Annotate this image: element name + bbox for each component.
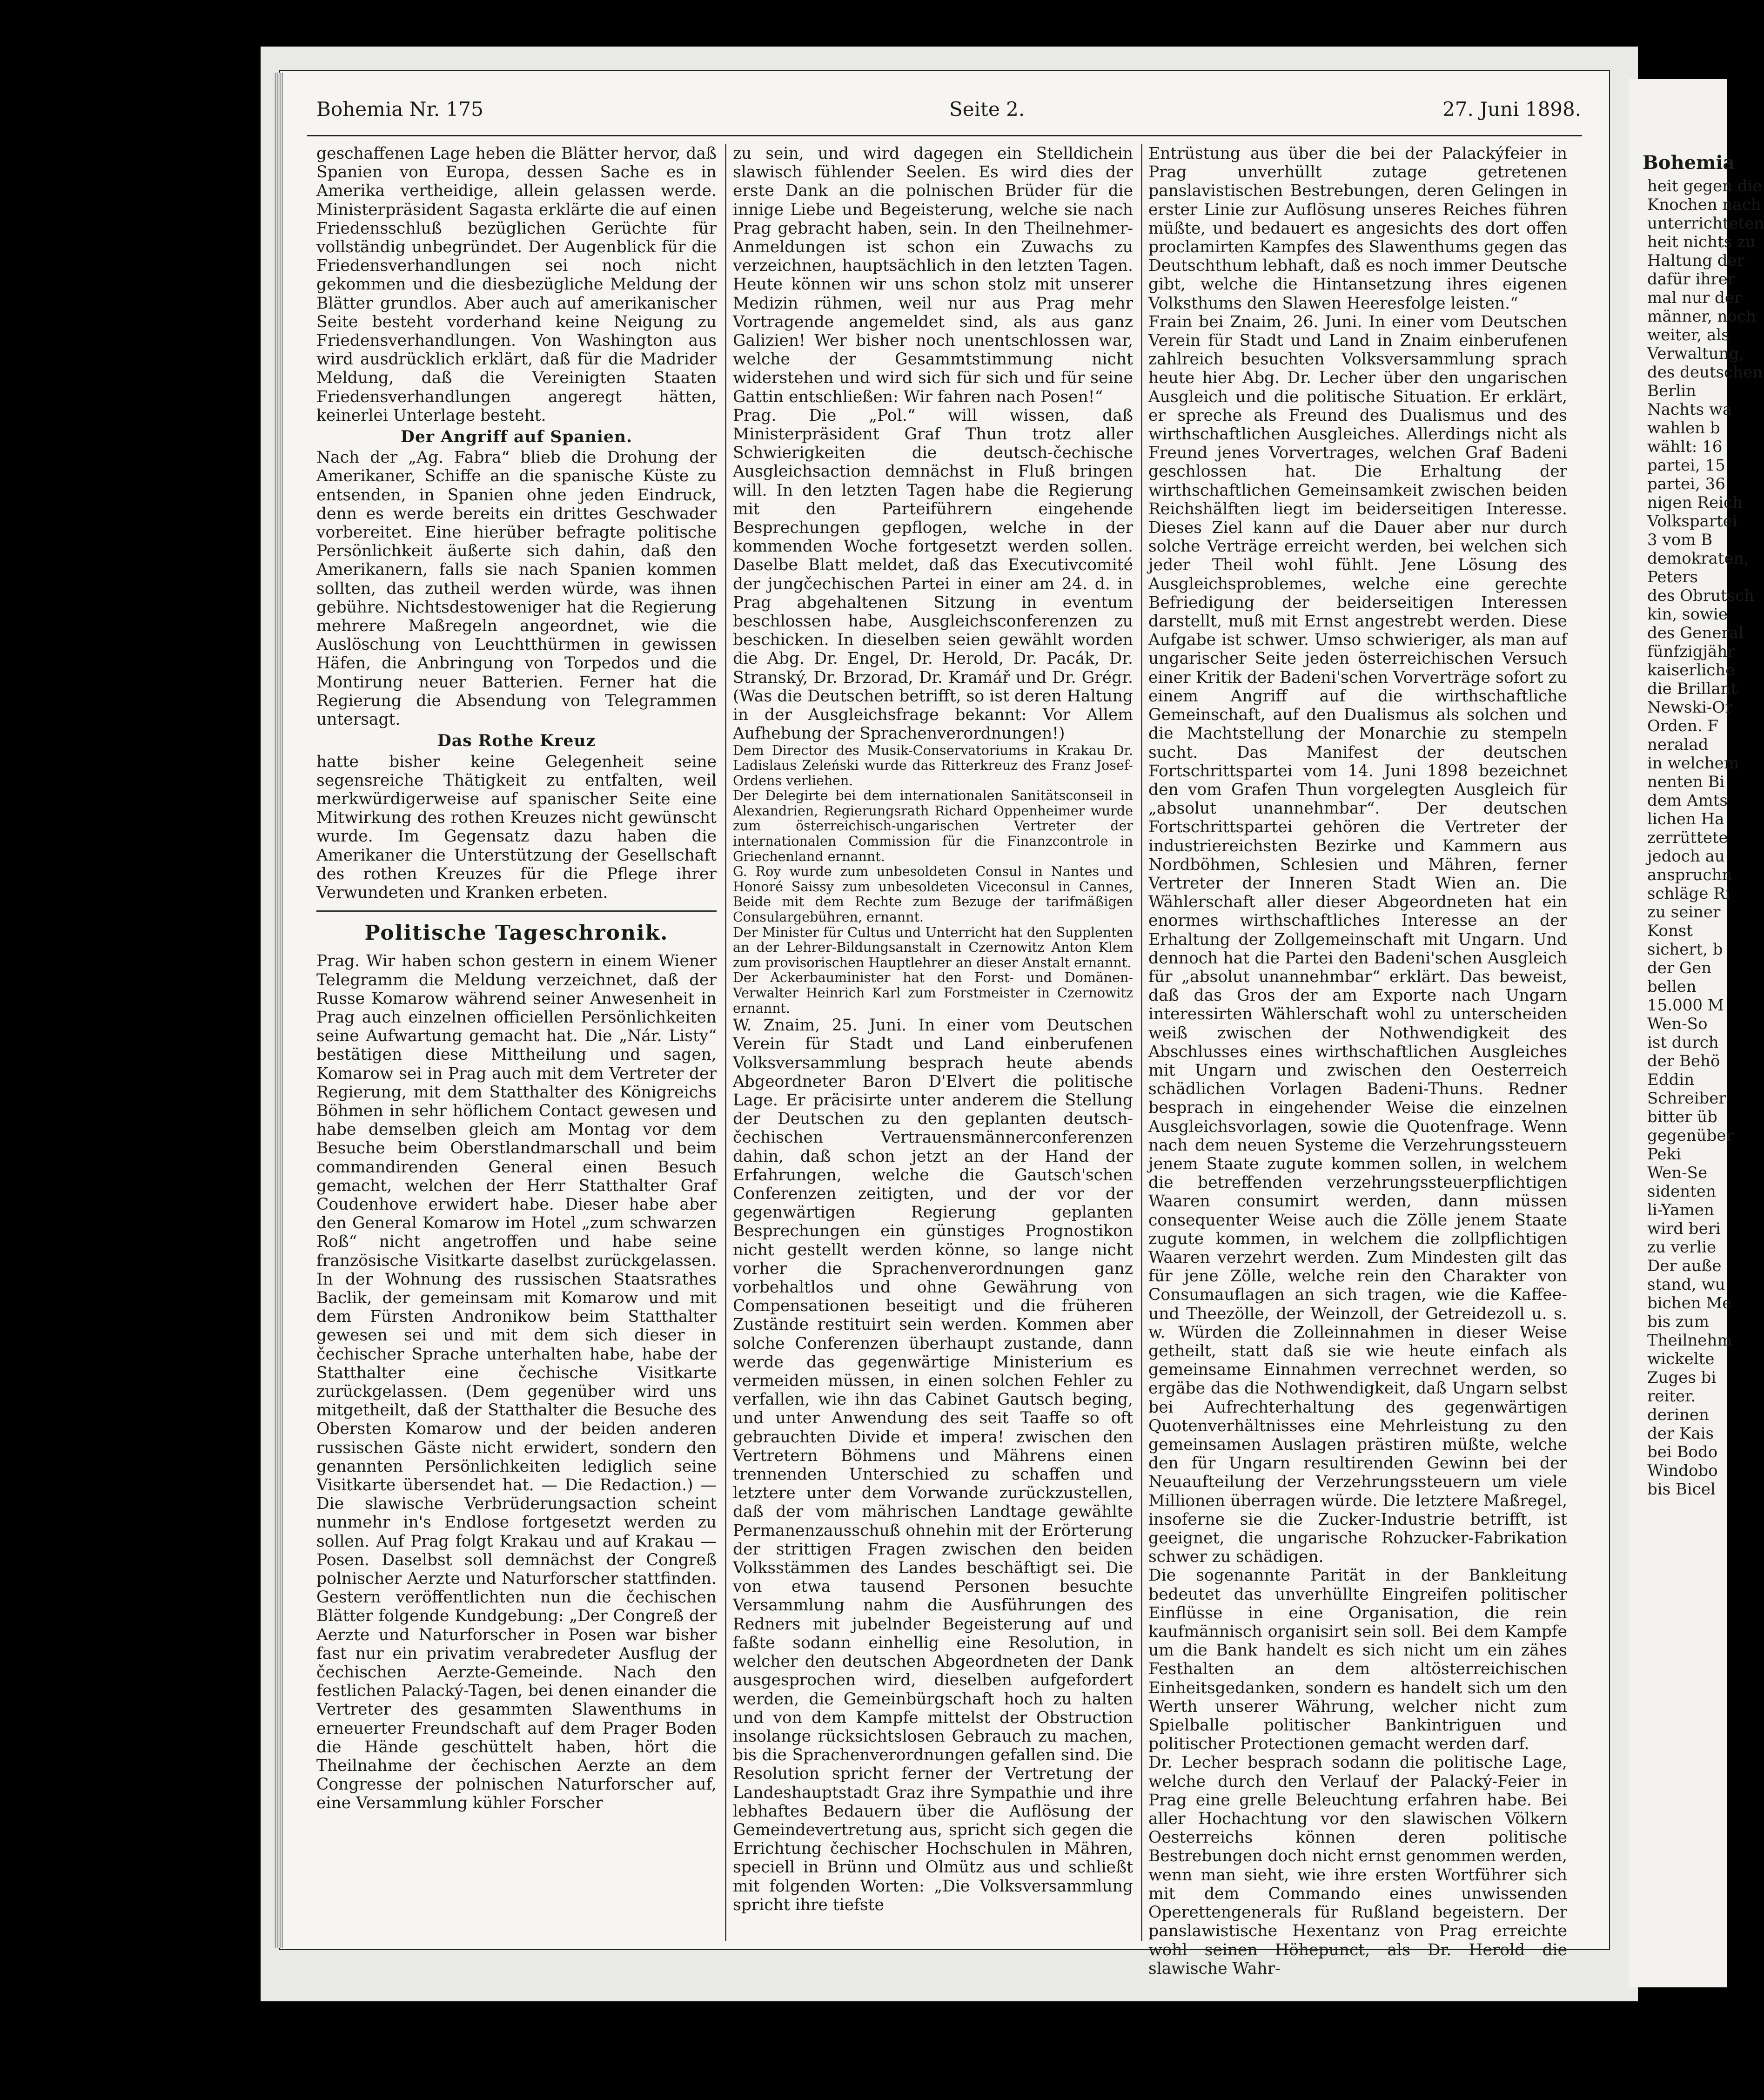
adjacent-page-line: Nachts wa [1647,400,1732,419]
adjacent-page-line: Der auße [1647,1257,1722,1275]
adjacent-page-line: Haltung der [1647,251,1744,270]
newspaper-title: Bohemia Nr. 175 [316,98,483,121]
notice-paragraph: Der Ackerbauminister hat den Forst- und Domänen-Verwalter Heinrich Karl zum Forstmeister in Czernowitz ernannt. [733,970,1133,1016]
article-paragraph: geschaffenen Lage heben die Blätter hervor, daß Spanien von Europa, dessen Sache es in Amerika vertheidige, allein gelassen werde. Ministerpräsident Sagasta erklärte die auf einen Friedensschluß bezüglichen Gerüchte für vollständig unbegründet. Der Augenblick für die Friedensverhandlungen sei noch nicht gekommen und die diesbezügliche Meldung der Blätter grundlos. Aber auch auf amerikanischer Seite besteht vorderhand keine Neigung zu Friedensverhandlungen. Von Washington aus wird ausdrücklich erklärt, daß für die Madrider Meldung, daß die Vereinigten Staaten Friedensverhandlungen angeregt hätten, keinerlei Unterlage besteht. [316,144,717,425]
adjacent-page-line: bichen Me [1647,1294,1732,1312]
page-number: Seite 2. [949,98,1025,121]
adjacent-page-line: sichert, b [1647,940,1723,959]
adjacent-page-line: bellen [1647,977,1697,996]
adjacent-page-line: neralad [1647,735,1709,754]
adjacent-page-line: der Behö [1647,1052,1720,1070]
adjacent-page-text [1629,177,1764,1499]
adjacent-page-line: Berlin [1647,382,1697,400]
adjacent-page-line: Knochen nach [1647,195,1761,214]
column-1 [316,144,717,1941]
adjacent-page-line: zu seiner [1647,903,1721,922]
adjacent-page-line: Newski-Or [1647,698,1733,717]
adjacent-page-line: Orden. F [1647,717,1719,735]
adjacent-page-line: anspruchn [1647,866,1732,884]
adjacent-page-line: männer, noch [1647,307,1756,326]
adjacent-page-line: zerrüttete [1647,828,1728,847]
adjacent-page-line: weiter, als [1647,326,1730,344]
adjacent-page-line: nenten Bi [1647,773,1725,791]
adjacent-page-line: Schreiber [1647,1089,1726,1108]
adjacent-page-line: dafür ihrer [1647,270,1735,289]
article-paragraph: Nach der „Ag. Fabra“ blieb die Drohung der Amerikaner, Schiffe an die spanische Küste zu entsenden, in Spanien ohne jeden Eindruck, denn es werde bereits ein drittes Geschwader vorbereitet. Eine hierüber befragte politische Persönlichkeit äußerte sich dahin, daß den Amerikanern, falls sie nach Spanien kommen sollten, das zutheil werden würde, was ihnen gebühre. Nichtsdestoweniger hat die Regierung mehrere Maßregeln angeordnet, wie die Auslöschung von Leuchtthürmen in gewissen Häfen, die Anbringung von Torpedos und die Montirung neuer Batterien. Ferner hat die Regierung die Absendung von Telegrammen untersagt. [316,448,717,729]
column-3 [1148,144,1567,1978]
adjacent-page-line: nigen Reich [1647,493,1743,512]
adjacent-page-line: wahlen b [1647,419,1720,438]
article-paragraph: Dr. Lecher besprach sodann die politische Lage, welche durch den Verlauf der Palacký-Feier in Prag eine grelle Beleuchtung erfahren habe. Bei aller Hochachtung vor den slawischen Völkern Oesterreichs können deren politische Bestrebungen doch nicht ernst genommen werden, wenn man sieht, wie ihre ersten Wortführer sich mit dem Commando eines unwissenden Operettengenerals für Rußland begeistern. Der panslawistische Hexentanz von Prag erreichte wohl seinen Höhepunct, als Dr. Herold die slawische Wahr- [1148,1753,1567,1978]
adjacent-page-line: der Kais [1647,1424,1714,1443]
adjacent-page-line: Wen-So [1647,1015,1708,1033]
article-paragraph: zu sein, und wird dagegen ein Stelldichein slawisch fühlender Seelen. Es wird dies der erste Dank an die polnischen Brüder für die innige Liebe und Begeisterung, welche sie nach Prag gebracht haben, sein. In den Theilnehmer-Anmeldungen ist schon ein Zuwachs zu verzeichnen, hauptsächlich in den letzten Tagen. Heute können wir uns schon stolz mit unserer Medizin rühmen, weil nur aus Prag mehr Vortragende angemeldet sind, als aus ganz Galizien! Wer bisher noch unentschlossen war, welche der Gesammtstimmung nicht widerstehen und wird sich für sich und für seine Gattin entschließen: Wir fahren nach Posen!“ [733,144,1133,406]
adjacent-page-line: Volkspartei [1647,512,1737,531]
adjacent-page-line: lichen Ha [1647,810,1724,828]
adjacent-page-line: Verwaltung, [1647,344,1744,363]
adjacent-page-line: Zuges bi [1647,1368,1717,1387]
adjacent-page-line: fünfzigjähr [1647,642,1735,661]
adjacent-page-line: zu verlie [1647,1238,1717,1257]
adjacent-page-line: des Obrutsch [1647,586,1754,605]
section-title: Politische Tageschronik. [364,921,669,945]
adjacent-page-line: Theilnehm [1647,1331,1732,1350]
page-header [316,98,1582,130]
adjacent-page-header: Bohemia [1643,152,1735,174]
article-paragraph: Die sogenannte Parität in der Bankleitung bedeutet das unverhüllte Eingreifen politischer Einflüsse in eine Organisation, die rein kaufmännisch organisirt sein soll. Bei dem Kampfe um die Bank handelt es sich nicht um ein zähes Festhalten an dem altösterreichischen Einheitsgedanken, sondern es handelt sich um den Werth unserer Währung, welcher nicht zum Spielballe politischer Bankintriguen und politischer Protectionen gemacht werden darf. [1148,1566,1567,1754]
notice-paragraph: G. Roy wurde zum unbesoldeten Consul in Nantes und Honoré Saissy zum unbesoldeten Viceconsul in Cannes, Beide mit dem Rechte zum Bezuge der tarifmäßigen Consulargebühren, ernannt. [733,864,1133,925]
adjacent-page-line: bei Bodo [1647,1443,1718,1461]
adjacent-page-line: ist durch [1647,1033,1719,1052]
column-divider [1141,144,1142,1941]
adjacent-page-line: unterrichteten [1647,214,1764,233]
adjacent-page-line: wird beri [1647,1219,1721,1238]
article-paragraph: Prag. Die „Pol.“ will wissen, daß Ministerpräsident Graf Thun trotz aller Schwierigkeiten die deutsch-čechische Ausgleichsaction demnächst in Fluß bringen will. In den letzten Tagen habe die Regierung mit den Parteiführern eingehende Besprechungen gepflogen, welche in der kommenden Woche fortgesetzt werden sollen. Daselbe Blatt meldet, daß das Executivcomité der jungčechischen Partei in einer am 24. d. in Prag abgehaltenen Sitzung in eventum beschlossen habe, Ausgleichsconferenzen zu beschicken. In dieselben seien gewählt worden die Abg. Dr. Engel, Dr. Herold, Dr. Pacák, Dr. Stranský, Dr. Brzorad, Dr. Kramář und Dr. Grégr. (Was die Deutschen betrifft, so ist deren Haltung in der Ausgleichsfrage bekannt: Vor Allem Aufhebung der Sprachenverordnungen!) [733,406,1133,743]
newspaper-page [279,70,1610,1978]
adjacent-page-line: Peki [1647,1145,1681,1164]
article-paragraph: Frain bei Znaim, 26. Juni. In einer vom Deutschen Verein für Stadt und Land in Znaim einberufenen zahlreich besuchten Volksversammlung sprach heute hier Abg. Dr. Lecher über den ungarischen Ausgleich und die politische Situation. Er erklärt, er spreche als Freund des Dualismus und des wirthschaftlichen Ausgleiches. Allerdings nicht als Freund jenes Vorvertrages, welchen Graf Badeni geschlossen hat. Die Erhaltung der wirthschaftlichen Gemeinsamkeit zwischen beiden Reichshälften liegt im beiderseitigen Interesse. Dieses Ziel kann auf die Dauer aber nur durch solche Verträge erreicht werden, bei welchen sich jeder Theil wohl fühlt. Jene Lösung des Ausgleichsproblemes, welche eine gerechte Befriedigung der beiderseitigen Interessen darstellt, muß mit Ernst angestrebt werden. Diese Aufgabe ist schwer. Umso schwieriger, als man auf ungarischer Seite jeden österreichischen Versuch einer Kritik der Badeni'schen Vorverträge sofort zu einem Angriff auf die wirthschaftliche Gemeinschaft, auf den Dualismus als solchen und die Machtstellung der Monarchie zu stempeln sucht. Das Manifest der deutschen Fortschrittspartei vom 14. Juni 1898 bezeichnet den vom Grafen Thun vorgelegten Ausgleich für „absolut unannehmbar“. Der deutschen Fortschrittspartei gehören die Vertreter der industriereichsten Bezirke und Kammern aus Nordböhmen, Schlesien und Mähren, ferner Vertreter der Inneren Stadt Wien an. Die Wählerschaft aller dieser Abgeordneten hat ein enormes wirthschaftliches Interesse an der Erhaltung der Zollgemeinschaft mit Ungarn. Und dennoch hat die Partei den Badeni'schen Ausgleich für „absolut unannehmbar“ erklärt. Das beweist, daß das Gros der am Exporte nach Ungarn interessirten Wählerschaft wohl zu unterscheiden weiß zwischen der Nothwendigkeit des Abschlusses eines wirthschaftlichen Ausgleiches mit Ungarn und zwischen den Oesterreich schädlichen Vorlagen Badeni-Thuns. Redner besprach in eingehender Weise die einzelnen Ausgleichsvorlagen, sowie die Quotenfrage. Wenn nach dem neuen Systeme die Verzehrungssteuern jenem Staate zugute kommen sollen, in welchem die betreffenden verzehrungssteuerpflichtigen Waaren consumirt werden, dann müssen consequenter Weise auch die Zölle jenem Staate zugute kommen, in welchem die zollpflichtigen Waaren verzehrt werden. Zum Mindesten gilt das für jene Zölle, welche rein den Charakter von Consumauflagen an sich tragen, wie die Kaffee- und Theezölle, der Weinzoll, der Getreidezoll u. s. w. Würden die Zolleinnahmen in dieser Weise getheilt, statt daß sie wie heute einfach als gemeinsame Einnahmen verrechnet werden, so ergäbe das die Nothwendigkeit, daß Ungarn selbst bei Aufrechterhaltung des gegenwärtigen Quotenverhältnisses eine Mehrleistung zu den gemeinsamen Auslagen prästiren müßte, welche den für Ungarn resultirenden Gewinn bei der Neuaufteilung der Verzehrungssteuern um viele Millionen überragen würde. Die letztere Maßregel, insoferne sie die Zucker-Industrie betrifft, ist geeignet, die ungarische Rohzucker-Fabrikation schwer zu schädigen. [1148,312,1567,1567]
adjacent-page-line: des deutschen [1647,363,1763,382]
adjacent-page-line: jedoch au [1647,847,1725,866]
adjacent-page-line: Eddin [1647,1070,1695,1089]
adjacent-page-line: derinen [1647,1406,1709,1424]
article-heading: Das Rothe Kreuz [437,732,596,751]
adjacent-page-line: stand, wu [1647,1275,1725,1294]
adjacent-page-line: demokraten, [1647,549,1749,568]
article-paragraph: Prag. Wir haben schon gestern in einem Wiener Telegramm die Meldung verzeichnet, daß der Russe Komarow während seiner Anwesenheit in Prag auch einzelnen officiellen Persönlichkeiten seine Aufwartung gemacht hat. Die „Nár. Listy“ bestätigen diese Mittheilung und sagen, Komarow sei in Prag auch mit dem Vertreter der Regierung, mit dem Statthalter des Königreichs Böhmen in sehr höflichem Contact gewesen und habe demselben gleich am Montag vor dem Besuche beim Oberstlandmarschall und beim commandirenden General einen Besuch gemacht, welchen der Herr Statthalter Graf Coudenhove erwidert habe. Dieser habe aber den General Komarow im Hotel „zum schwarzen Roß“ nicht angetroffen und habe seine französische Visitkarte daselbst zurückgelassen. In der Wohnung des russischen Staatsrathes Baclik, der gemeinsam mit Komarow und mit dem Fürsten Andronikow beim Statthalter gewesen sei und mit dem sich dieser in čechischer Sprache unterhalten habe, habe der Statthalter eine čechische Visitkarte zurückgelassen. (Dem gegenüber wird uns mitgetheilt, daß der Statthalter die Besuche des Obersten Komarow und der beiden anderen russischen Gäste nicht erwidert, sondern den genannten Persönlichkeiten lediglich seine Visitkarte übersendet hat. — Die Redaction.) — Die slawische Verbrüderungsaction scheint nunmehr in's Endlose fortgesetzt werden zu sollen. Auf Prag folgt Krakau und auf Krakau — Posen. Daselbst soll demnächst der Congreß polnischer Aerzte und Naturforscher stattfinden. Gestern veröffentlichten nun die čechischen Blätter folgende Kundgebung: „Der Congreß der Aerzte und Naturforscher in Posen war bisher fast nur ein privatim verabredeter Ausflug der čechischen Aerzte-Gemeinde. Nach den festlichen Palacký-Tagen, bei denen einander die Vertreter des gesammten Slawenthums in erneuerter Freundschaft auf dem Prager Boden die Hände geschüttelt haben, hört die Theilnahme der čechischen Aerzte an dem Congresse der polnischen Naturforscher auf, eine Versammlung kühler Forscher [316,952,717,1813]
adjacent-page-line: reiter. [1647,1387,1696,1406]
adjacent-page-line: kin, sowie [1647,605,1728,624]
adjacent-page-line: der Gen [1647,959,1712,977]
adjacent-page-line: sidenten [1647,1182,1716,1201]
article-paragraph: Entrüstung aus über die bei der Palackýfeier in Prag unverhüllt zutage getretenen panslavistischen Bestrebungen, deren Gelingen in erster Linie zur Auflösung unseres Reiches führen müßte, und bedauert es angesichts des dort offen proclamirten Kampfes des Slawenthums gegen das Deutschthum lebhaft, daß es noch immer Deutsche gibt, welche die Hintansetzung ihres eigenen Volksthums den Slawen Heeresfolge leisten.“ [1148,144,1567,313]
adjacent-page-line: Windobo [1647,1461,1718,1480]
adjacent-page-line: dem Amts [1647,791,1728,810]
adjacent-page-line: schläge Ri [1647,884,1730,903]
adjacent-page-line: Wen-Se [1647,1164,1708,1182]
article-heading: Der Angriff auf Spanien. [401,428,632,447]
article-paragraph: W. Znaim, 25. Juni. In einer vom Deutschen Verein für Stadt und Land einberufenen Volksversammlung besprach heute abends Abgeordneter Baron D'Elvert die politische Lage. Er präcisirte unter anderem die Stellung der Deutschen zu den geplanten deutsch-čechischen Vertrauensmännerconferenzen dahin, daß schon jetzt an der Hand der Erfahrungen, welche die Gautsch'schen Conferenzen zeitigten, und der vor der gegenwärtigen Regierung geplanten Besprechungen ein günstiges Prognostikon nicht gestellt werden könne, so lange nicht vorher die Sprachenverordnungen ganz vorbehaltlos und ohne Gewährung von Compensationen beseitigt und die früheren Zustände restituirt sein werden. Kommen aber solche Conferenzen überhaupt zustande, dann werde das gegenwärtige Ministerium es vermeiden müssen, in einen solchen Fehler zu verfallen, wie ihn das Cabinet Gautsch beging, und unter Anwendung des seit Taaffe so oft gebrauchten Divide et impera! zwischen den Vertretern Böhmens und Mährens einen trennenden Unterschied zu schaffen und letztere unter dem Vorwande zurückzustellen, daß der vom mährischen Landtage gewählte Permanenzausschuß ohnehin mit der Erörterung der strittigen Fragen zwischen den beiden Volksstämmen des Landes beschäftigt sei. Die von etwa tausend Personen besuchte Versammlung nahm die Ausführungen des Redners mit jubelnder Begeisterung auf und faßte sodann einhellig eine Resolution, in welcher den deutschen Abgeordneten der Dank ausgesprochen wird, dieselben aufgefordert werden, die Gemeinbürgschaft hoch zu halten und von dem Kampfe mittelst der Obstruction insolange rücksichtslosen Gebrauch zu machen, bis die Sprachenverordnungen gefallen sind. Die Resolution spricht ferner der Vertretung der Landeshauptstadt Graz ihre Sympathie und ihre lebhaftes Bedauern über die Auflösung der Gemeindevertretung aus, spricht sich gegen die Errichtung čechischer Hochschulen in Mähren, speciell in Brünn und Olmütz aus und schließt mit folgenden Worten: „Die Volksversammlung spricht ihre tiefste [733,1016,1133,1914]
adjacent-page-fragment [1629,79,1764,1987]
adjacent-page-line: mal nur der [1647,289,1742,307]
section-rule [316,910,717,912]
adjacent-page-line: die Brillant [1647,680,1737,698]
notice-paragraph: Der Minister für Cultus und Unterricht hat den Supplenten an der Lehrer-Bildungsanstalt in Czernowitz Anton Klem zum provisorischen Hauptlehrer an dieser Anstalt ernannt. [733,924,1133,970]
adjacent-page-line: in welchem [1647,754,1739,773]
issue-date: 27. Juni 1898. [1442,98,1582,121]
column-divider [725,144,726,1941]
adjacent-page-line: gegenüber [1647,1126,1734,1145]
adjacent-page-line: li-Yamen [1647,1201,1714,1219]
adjacent-page-line: partei, 36 [1647,475,1725,493]
header-rule [307,135,1582,136]
article-paragraph: hatte bisher keine Gelegenheit seine segensreiche Thätigkeit zu entfalten, weil merkwürdigerweise auf spanischer Seite eine Mitwirkung des rothen Kreuzes nicht gewünscht wurde. Im Gegensatz dazu haben die Amerikaner die Unterstützung der Gesellschaft des rothen Kreuzes für die Pflege ihrer Verwundeten und Kranken erbeten. [316,752,717,902]
notice-paragraph: Dem Director des Musik-Conservatoriums in Krakau Dr. Ladislaus Zeleński wurde das Ritterkreuz des Franz Josef-Ordens verliehen. [733,742,1133,788]
adjacent-page-line: wickelte [1647,1350,1715,1368]
adjacent-page-line: 15.000 M [1647,996,1724,1015]
adjacent-page-line: bis zum [1647,1312,1709,1331]
adjacent-page-line: 3 vom B [1647,531,1713,549]
adjacent-page-line: partei, 15 [1647,456,1725,475]
adjacent-page-line: kaiserliche [1647,661,1735,680]
adjacent-page-line: heit nichts zu [1647,233,1756,251]
adjacent-page-line: Peters [1647,568,1698,586]
adjacent-page-line: wählt: 16 [1647,438,1723,456]
column-2 [733,144,1133,1941]
adjacent-page-line: bitter üb [1647,1108,1717,1126]
adjacent-page-line: des General [1647,624,1744,642]
adjacent-page-line: heit gegen die [1647,177,1762,195]
notice-paragraph: Der Delegirte bei dem internationalen Sanitätsconseil in Alexandrien, Regierungsrath Richard Oppenheimer wurde zum österreichisch-ungarischen Vertreter der internationalen Commission für die Finanzcontrole in Griechenland ernannt. [733,788,1133,864]
adjacent-page-line: Konst [1647,922,1693,940]
adjacent-page-line: bis Bicel [1647,1480,1716,1499]
